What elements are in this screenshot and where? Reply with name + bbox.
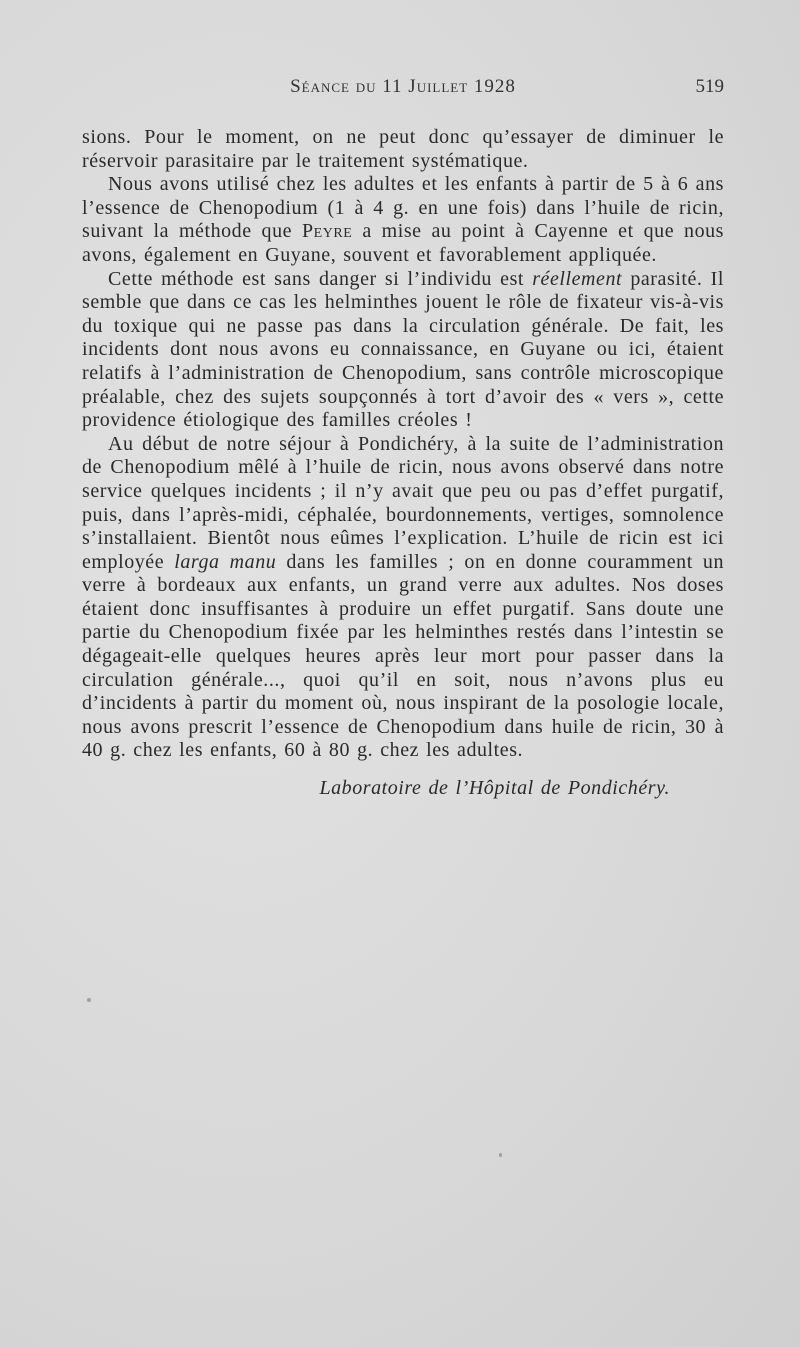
paragraph-3-emphasis: réellement	[532, 267, 623, 290]
paragraph-4-emphasis: larga manu	[174, 550, 277, 573]
paragraph-4-after: dans les familles ; on en donne couramment un verre à bordeaux aux enfants, un grand verre aux adultes. Nos doses étaient donc insuffisantes à produire un effet purgatif. Sans doute une partie du Chenopodium fixée par les helminthes restés dans l’intestin se dégageait-elle quelques heures après leur mort pour passer dans la circulation générale..., quoi qu’il en soit, nous n’avons plus eu d’incidents à partir du moment où, nous inspirant de la posologie locale, nous avons prescrit l’essence de Chenopodium dans huile de ricin, 30 à 40 g. chez les enfants, 60 à 80 g. chez les adultes.	[82, 550, 724, 762]
print-speck	[499, 1153, 502, 1157]
paragraph-1-text: sions. Pour le moment, on ne peut donc qu’essayer de diminuer le réservoir parasitaire par le traitement systématique.	[82, 126, 724, 172]
paragraph-4	[82, 433, 724, 763]
paragraph-1	[82, 126, 724, 173]
paragraph-2	[82, 173, 724, 267]
print-speck	[87, 998, 91, 1002]
paragraph-4-before: Au début de notre séjour à Pondichéry, à la suite de l’administration de Chenopodium mêlé à l’huile de ricin, nous avons observé dans notre service quelques incidents ; il n’y avait que peu ou pas d’effet purgatif, puis, dans l’après-midi, céphalée, bourdonnements, vertiges, somnolence s’installaient. Bientôt nous eûmes l’explication. L’huile de ricin est ici employée	[82, 432, 724, 573]
paragraph-2-after: a mise au point à Cayenne et que nous avons, également en Guyane, souvent et favorablement appliquée.	[82, 220, 724, 266]
signature-affiliation: Laboratoire de l’Hôpital de Pondichéry.	[319, 777, 670, 800]
paragraph-3	[82, 268, 724, 433]
running-title: Séance du 11 Juillet 1928	[290, 76, 516, 97]
paragraph-3-before: Cette méthode est sans danger si l’individu est	[108, 267, 533, 290]
body-text	[82, 126, 724, 801]
author-name-peyre: Peyre	[301, 220, 353, 243]
page-number: 519	[695, 76, 724, 97]
running-head	[82, 76, 724, 102]
paragraph-3-after: parasité. Il semble que dans ce cas les helminthes jouent le rôle de fixateur vis-à-vis du toxique qui ne passe pas dans la circulation générale. De fait, les incidents dont nous avons eu connaissance, en Guyane ou ici, étaient relatifs à l’administration de Chenopodium, sans contrôle microscopique préalable, chez des sujets soupçonnés à tort d’avoir des « vers », cette providence étiologique des familles créoles !	[82, 267, 724, 432]
paragraph-2-before: Nous avons utilisé chez les adultes et les enfants à partir de 5 à 6 ans l’essence de Chenopodium (1 à 4 g. en une fois) dans l’huile de ricin, suivant la méthode que	[82, 173, 724, 243]
